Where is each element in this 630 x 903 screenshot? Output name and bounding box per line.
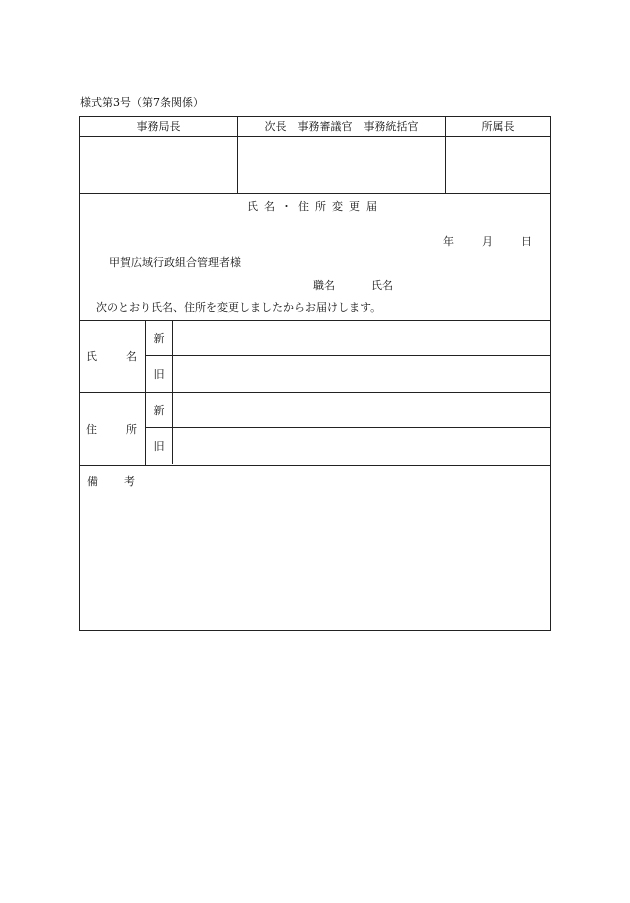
name-old-label: 旧 [146,356,173,392]
notice-section [80,193,550,321]
remarks-label [87,473,135,489]
notice-addressee: 甲賀広域行政組合管理者様 [109,256,241,269]
remarks-section[interactable] [80,465,550,630]
remarks-label-left: 備 [87,475,98,488]
name-new-field[interactable] [173,320,550,355]
approval-stamp-box-director-general[interactable] [80,137,237,193]
name-label-left: 氏 [86,350,97,363]
address-new-row [146,392,550,428]
approval-header-director-general: 事務局長 [80,117,237,137]
notice-body: 次のとおり氏名、住所を変更しましたからお届けします。 [96,301,382,314]
name-old-row [146,356,550,392]
date-year-label: 年 [443,235,454,248]
name-new-row [146,320,550,356]
name-old-field[interactable] [173,356,550,392]
form-number: 様式第3号（第7条関係） [80,96,204,109]
change-details-table [80,320,550,466]
approval-column-director-general [80,117,237,193]
approval-column-deputy [237,117,445,193]
notice-signature-line [313,277,393,293]
name-label: 氏名 [371,279,393,292]
approval-header-department-head: 所属長 [446,117,550,137]
approval-header-deputy: 次長 事務審議官 事務統括官 [238,117,445,137]
address-old-label: 旧 [146,428,173,464]
name-sub-rows [146,320,550,392]
approval-stamp-box-deputy[interactable] [238,137,445,193]
address-label-right: 所 [126,422,137,436]
name-new-label: 新 [146,320,173,355]
name-change-group [80,320,550,393]
name-label-right: 名 [126,350,137,363]
date-month-label: 月 [482,235,493,248]
address-old-row [146,428,550,464]
address-group-label [80,392,146,465]
notice-date [443,233,532,249]
address-new-label: 新 [146,392,173,427]
notice-title: 氏名・住所変更届 [247,200,383,213]
approval-column-department-head [445,117,550,193]
name-group-label [80,320,146,392]
position-label: 職名 [313,279,335,292]
approval-stamp-box-department-head[interactable] [446,137,550,193]
approval-stamp-table [80,117,550,194]
change-notice-form [79,116,551,631]
address-label-left: 住 [86,422,97,436]
address-sub-rows [146,392,550,465]
remarks-label-right: 考 [124,475,135,488]
address-old-field[interactable] [173,428,550,464]
address-change-group [80,392,550,465]
address-new-field[interactable] [173,392,550,427]
date-day-label: 日 [521,235,532,248]
